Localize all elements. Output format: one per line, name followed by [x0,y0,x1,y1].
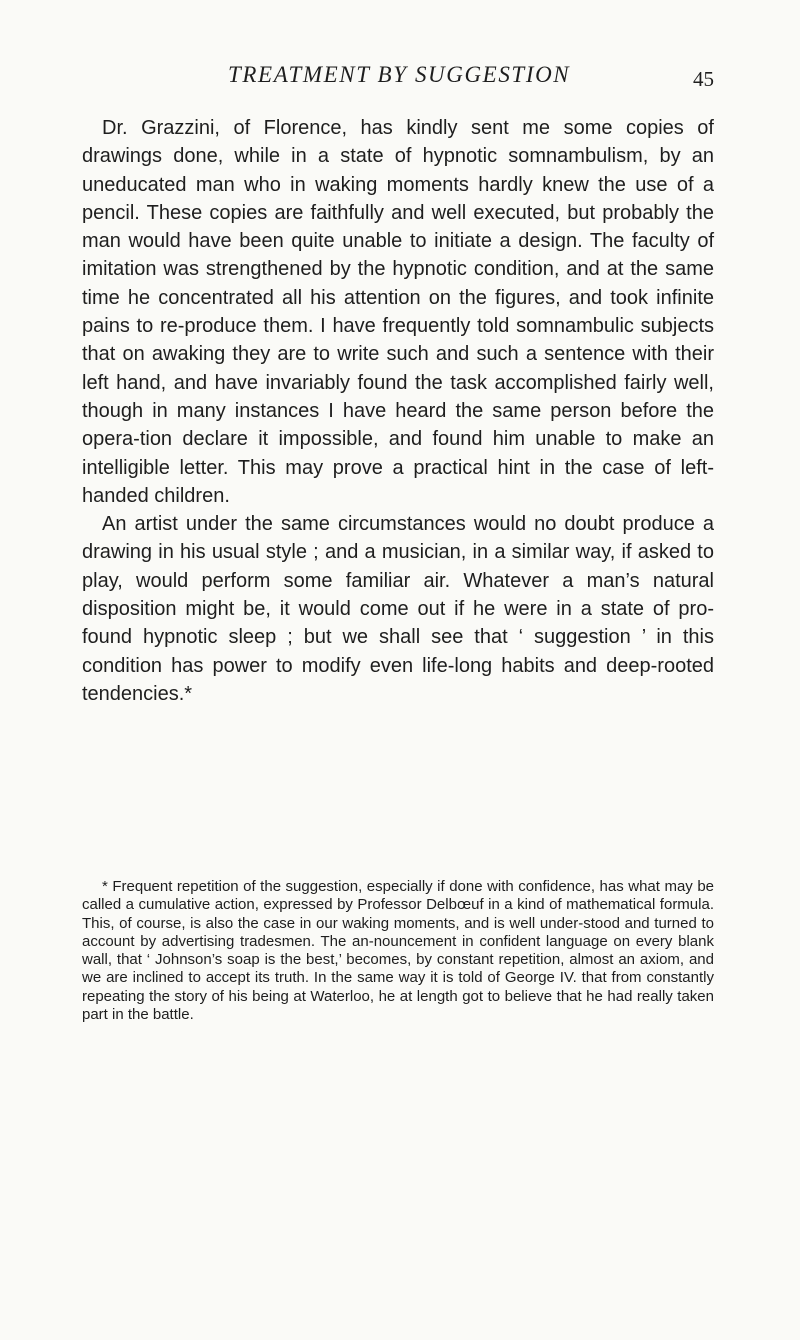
paragraph-2: An artist under the same circumstances would no doubt produce a drawing in his usual style ; and a musician, in a similar way, if asked to play, would perform some familiar air. Whatever a man’s natural disposition might be, it would come out if he were in a state of pro-found hypnotic sleep ; but we shall see that ‘ suggestion ’ in this condition has power to modify even life-long habits and deep-rooted tendencies.* [82,513,714,705]
body-text [82,114,714,708]
paragraph-1: Dr. Grazzini, of Florence, has kindly sent me some copies of drawings done, while in a state of hypnotic somnambulism, by an uneducated man who in waking moments hardly knew the use of a pencil. These copies are faithfully and well executed, but probably the man would have been quite unable to initiate a design. The faculty of imitation was strengthened by the hypnotic condition, and at the same time he concentrated all his attention on the figures, and took infinite pains to re-produce them. I have frequently told somnambulic subjects that on awaking they are to write such and such a sentence with their left hand, and have invariably found the task accomplished fairly well, though in many instances I have heard the same person before the opera-tion declare it impossible, and found him unable to make an intelligible letter. This may prove a practical hint in the case of left-handed children. [82,117,714,507]
page-number: 45 [693,67,714,91]
footnote [82,878,714,1024]
footnote-text: * Frequent repetition of the suggestion, especially if done with confidence, has what may be called a cumulative action, expressed by Professor Delbœuf in a kind of mathematical formula. This, of course, is also the case in our waking moments, and is well under-stood and turned to account by advertising tradesmen. The an-nouncement in confident language on every blank wall, that ‘ Johnson’s soap is the best,’ becomes, by constant repetition, almost an axiom, and we are inclined to accept its truth. In the same way it is told of George IV. that from constantly repeating the story of his being at Waterloo, he at length got to believe that he had really taken part in the battle. [82,878,714,1024]
running-head [82,58,714,92]
running-title: TREATMENT BY SUGGESTION [228,62,571,87]
